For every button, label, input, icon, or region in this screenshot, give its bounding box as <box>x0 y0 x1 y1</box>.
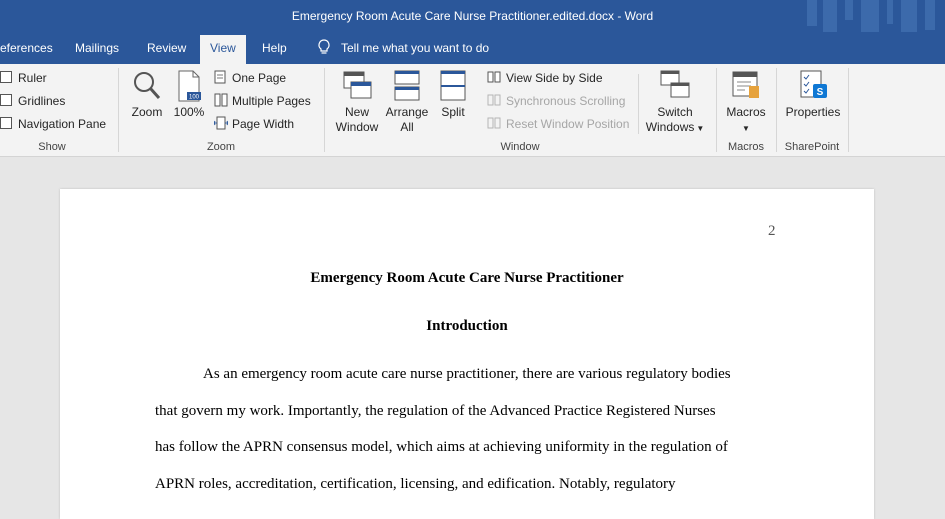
group-separator <box>716 68 717 152</box>
properties-button[interactable] <box>782 70 844 120</box>
switch-windows-button[interactable] <box>643 70 707 136</box>
multiple-pages-label: Multiple Pages <box>232 94 311 108</box>
tell-me-text: Tell me what you want to do <box>341 41 490 55</box>
synchronous-scrolling-button[interactable] <box>487 91 625 111</box>
window-title: Emergency Room Acute Care Nurse Practitioner.edited.docx - Word <box>291 9 654 23</box>
tab-view[interactable]: View <box>200 35 246 64</box>
one-page-icon <box>214 70 226 84</box>
multiple-pages-button[interactable] <box>214 91 311 111</box>
checkbox-icon <box>0 71 12 83</box>
ruler-label: Ruler <box>18 71 47 85</box>
gridlines-checkbox[interactable] <box>0 91 65 111</box>
one-page-button[interactable] <box>214 68 286 88</box>
arrange-label-2: All <box>400 120 414 134</box>
macros-group-label: Macros <box>727 141 765 153</box>
show-group-label: Show <box>38 141 66 153</box>
zoom-100-label: 100% <box>173 105 205 119</box>
document-title: Emergency Room Acute Care Nurse Practitioner <box>310 270 624 286</box>
page-100-icon <box>175 70 203 102</box>
navigation-pane-checkbox[interactable] <box>0 114 106 134</box>
view-side-by-side-button[interactable] <box>487 68 603 88</box>
document-page[interactable] <box>60 189 874 519</box>
tab-mailings[interactable]: Mailings <box>75 41 120 55</box>
switch-windows-icon <box>660 70 690 102</box>
macros-button[interactable] <box>722 70 770 136</box>
sharepoint-group-label: SharePoint <box>784 141 840 153</box>
arrange-label-1: Arrange <box>385 105 429 119</box>
checkbox-icon <box>0 117 12 129</box>
split-icon <box>440 70 466 102</box>
split-button[interactable] <box>436 70 470 120</box>
svg-text:S: S <box>816 87 824 98</box>
tab-help[interactable]: Help <box>262 41 287 55</box>
split-label: Split <box>441 105 465 119</box>
new-window-label-2: Window <box>335 120 379 134</box>
new-window-button[interactable] <box>333 70 381 135</box>
page-number: 2 <box>768 223 776 239</box>
paragraph-line: APRN roles, accreditation, certification, licensing, and edification. Notably, regulatory <box>155 476 676 492</box>
page-width-icon <box>214 116 228 130</box>
one-page-label: One Page <box>232 71 287 85</box>
svg-text:100: 100 <box>188 94 200 101</box>
ruler-checkbox[interactable] <box>0 68 47 88</box>
page-width-label: Page Width <box>232 117 295 131</box>
zoom-button[interactable] <box>128 70 166 120</box>
arrange-all-button[interactable] <box>384 70 430 135</box>
paragraph-line: has follow the APRN consensus model, which aims at achieving uniformity in the regulation of <box>155 439 728 455</box>
lightbulb-icon <box>317 41 341 55</box>
reset-window-position-button[interactable] <box>487 114 629 134</box>
group-separator <box>848 68 849 152</box>
reset-pos-label: Reset Window Position <box>506 117 630 131</box>
magnifier-icon <box>132 70 162 102</box>
navigation-pane-label: Navigation Pane <box>18 117 107 131</box>
sync-scroll-icon <box>487 94 501 106</box>
paragraph-line: that govern my work. Importantly, the regulation of the Advanced Practice Registered Nurses <box>155 403 716 419</box>
macros-label: Macros <box>726 105 766 119</box>
window-group-label: Window <box>500 141 540 153</box>
multiple-pages-icon <box>214 93 228 107</box>
section-heading: Introduction <box>426 318 508 334</box>
tab-review[interactable]: Review <box>147 41 187 55</box>
title-bar <box>0 0 945 32</box>
zoom-group-label: Zoom <box>206 141 236 153</box>
properties-icon <box>798 70 828 102</box>
ribbon <box>0 64 945 157</box>
paragraph-line: As an emergency room acute care nurse practitioner, there are various regulatory bodies <box>203 366 731 382</box>
group-separator <box>776 68 777 152</box>
chevron-down-icon: ▼ <box>742 124 750 133</box>
arrange-all-icon <box>394 70 420 102</box>
zoom-100-button[interactable] <box>171 70 207 120</box>
group-separator <box>324 68 325 152</box>
sync-scroll-label: Synchronous Scrolling <box>506 94 626 108</box>
new-window-icon <box>342 70 372 102</box>
tab-references[interactable]: eferences <box>0 41 53 55</box>
reset-position-icon <box>487 117 501 129</box>
view-side-label: View Side by Side <box>506 71 603 85</box>
chevron-down-icon: ▼ <box>696 124 705 133</box>
tell-me-search[interactable] <box>307 32 499 64</box>
switch-label-2: Windows <box>645 120 695 134</box>
gridlines-label: Gridlines <box>18 94 66 108</box>
properties-label: Properties <box>785 105 841 119</box>
side-by-side-icon <box>487 71 501 83</box>
group-separator <box>118 68 119 152</box>
switch-label-1: Switch <box>657 105 693 119</box>
macros-icon <box>731 70 761 102</box>
ribbon-tabs <box>0 32 945 64</box>
checkbox-icon <box>0 94 12 106</box>
window-inner-separator <box>638 74 639 134</box>
page-width-button[interactable] <box>214 114 294 134</box>
new-window-label-1: New <box>344 105 369 119</box>
zoom-label: Zoom <box>131 105 163 119</box>
